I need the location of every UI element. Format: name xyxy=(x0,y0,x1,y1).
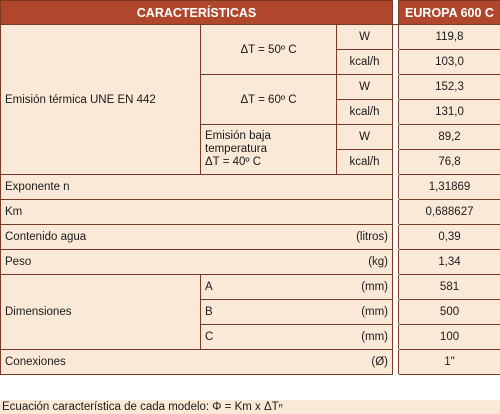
dimensions-label: Dimensiones xyxy=(1,275,201,350)
value-cell: 103,0 xyxy=(399,50,500,75)
table-row xyxy=(1,250,500,275)
value-cell: 131,0 xyxy=(399,100,500,125)
characteristic-equation: Ecuación característica de cada modelo: Φ = Km x ΔTⁿ xyxy=(0,400,500,414)
condition-60: ΔT = 60º C xyxy=(201,75,337,125)
water-value: 0,39 xyxy=(399,225,500,250)
table-row xyxy=(1,350,500,375)
unit-cell: W xyxy=(337,25,393,50)
dimension-key: C xyxy=(201,325,337,350)
thermal-label: Emisión térmica UNE EN 442 xyxy=(1,25,201,175)
weight-unit: (kg) xyxy=(337,250,393,275)
unit-cell: W xyxy=(337,125,393,150)
dimension-value: 581 xyxy=(399,275,500,300)
table-row xyxy=(1,275,500,300)
value-cell: 76,8 xyxy=(399,150,500,175)
condition-50: ΔT = 50º C xyxy=(201,25,337,75)
value-cell: 152,3 xyxy=(399,75,500,100)
value-cell: 89,2 xyxy=(399,125,500,150)
km-label: Km xyxy=(1,200,393,225)
dimension-unit: (mm) xyxy=(337,300,393,325)
table-row xyxy=(1,200,500,225)
unit-cell: kcal/h xyxy=(337,150,393,175)
connections-unit: (Ø) xyxy=(337,350,393,375)
unit-cell: kcal/h xyxy=(337,100,393,125)
unit-cell: W xyxy=(337,75,393,100)
value-cell: 119,8 xyxy=(399,25,500,50)
exponent-value: 1,31869 xyxy=(399,175,500,200)
weight-label: Peso xyxy=(1,250,337,275)
weight-value: 1,34 xyxy=(399,250,500,275)
water-unit: (litros) xyxy=(337,225,393,250)
connections-label: Conexiones xyxy=(1,350,337,375)
exponent-label: Exponente n xyxy=(1,175,393,200)
condition-low-temp-line1: Emisión baja temperatura xyxy=(205,130,271,155)
unit-cell: kcal/h xyxy=(337,50,393,75)
dimension-value: 500 xyxy=(399,300,500,325)
dimension-unit: (mm) xyxy=(337,275,393,300)
table-row xyxy=(1,25,500,50)
dimension-key: B xyxy=(201,300,337,325)
table-row xyxy=(1,225,500,250)
km-value: 0,688627 xyxy=(399,200,500,225)
dimension-unit: (mm) xyxy=(337,325,393,350)
water-label: Contenido agua xyxy=(1,225,337,250)
dimension-value: 100 xyxy=(399,325,500,350)
condition-low-temp xyxy=(201,125,337,175)
connections-value: 1" xyxy=(399,350,500,375)
characteristics-header: CARACTERÍSTICAS xyxy=(1,1,393,25)
table-row xyxy=(1,175,500,200)
condition-low-temp-line2: ΔT = 40º C xyxy=(205,156,262,168)
dimension-key: A xyxy=(201,275,337,300)
model-header: EUROPA 600 C xyxy=(399,1,500,25)
header-row xyxy=(1,1,500,25)
